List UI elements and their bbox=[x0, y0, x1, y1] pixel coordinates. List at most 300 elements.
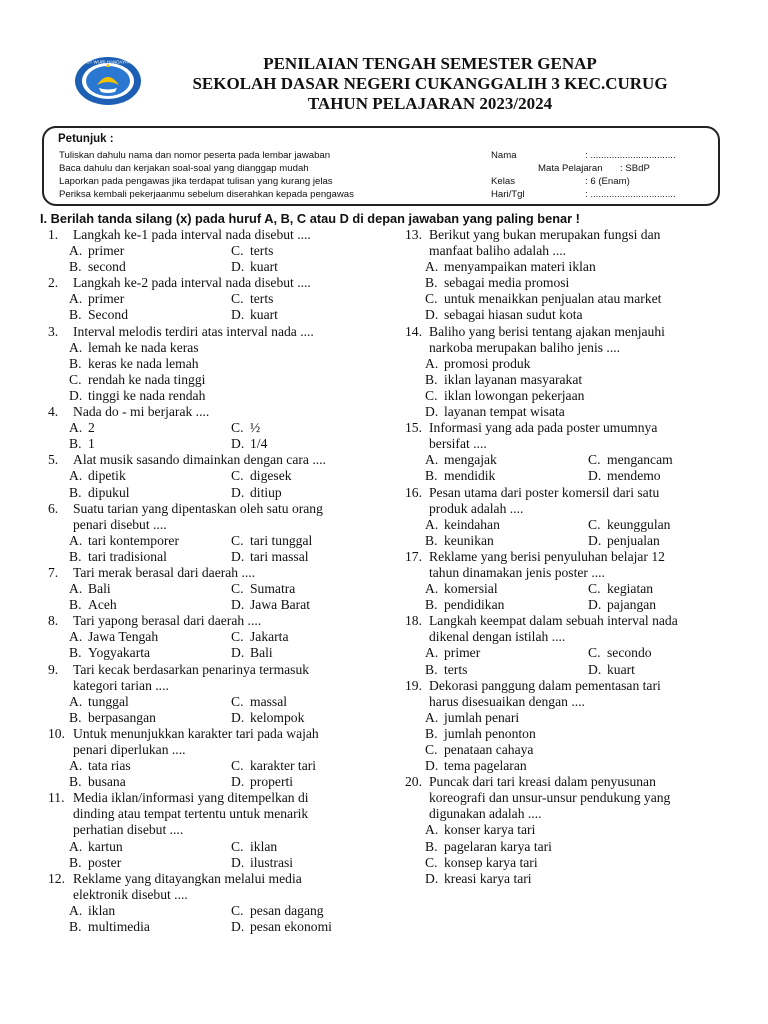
option-text: jumlah penari bbox=[444, 709, 520, 725]
field-label-mapel: Mata Pelajaran bbox=[538, 163, 603, 174]
option-letter: C. bbox=[588, 516, 601, 532]
question-line bbox=[405, 340, 721, 356]
option-row bbox=[405, 372, 721, 388]
question-line bbox=[48, 227, 366, 243]
option-row bbox=[48, 243, 366, 259]
answer-option[interactable] bbox=[69, 420, 231, 436]
option-letter: D. bbox=[231, 919, 245, 935]
answer-option[interactable] bbox=[425, 742, 533, 758]
question-line bbox=[405, 549, 721, 565]
question-line bbox=[405, 324, 721, 340]
option-letter: B. bbox=[425, 661, 438, 677]
option-text: mengancam bbox=[607, 452, 673, 468]
option-letter: D. bbox=[231, 484, 245, 500]
option-letter: C. bbox=[231, 902, 244, 918]
question-text: Tari kecak berdasarkan penarinya termasuk bbox=[73, 661, 310, 677]
answer-option[interactable] bbox=[231, 307, 278, 323]
option-text: sebagai hiasan sudut kota bbox=[444, 307, 583, 323]
question-item bbox=[48, 613, 366, 661]
exam-title: PENILAIAN TENGAH SEMESTER GENAP bbox=[263, 54, 597, 73]
option-row bbox=[405, 452, 721, 468]
question-number bbox=[405, 694, 429, 710]
question-item bbox=[48, 275, 366, 323]
answer-option[interactable] bbox=[69, 388, 205, 404]
question-item bbox=[48, 452, 366, 500]
question-line bbox=[405, 613, 721, 629]
option-text: karakter tari bbox=[250, 758, 317, 774]
question-text: Media iklan/informasi yang ditempelkan di bbox=[73, 790, 309, 806]
answer-option[interactable] bbox=[231, 485, 282, 501]
option-text: kuart bbox=[250, 259, 278, 275]
option-text: iklan bbox=[250, 838, 278, 854]
question-text: Interval melodis terdiri atas interval nada .... bbox=[73, 323, 314, 339]
option-text: lemah ke nada keras bbox=[88, 339, 199, 355]
answer-option[interactable] bbox=[425, 871, 532, 887]
question-line bbox=[48, 613, 366, 629]
answer-option[interactable] bbox=[588, 452, 673, 468]
instruction-item: Periksa kembali pekerjaanmu sebelum diserahkan kepada pengawas bbox=[59, 189, 354, 200]
answer-option[interactable] bbox=[425, 758, 527, 774]
answer-option[interactable] bbox=[69, 356, 199, 372]
option-letter: C. bbox=[231, 838, 244, 854]
option-row bbox=[405, 307, 721, 323]
instructions-box bbox=[42, 126, 720, 206]
answer-option[interactable] bbox=[231, 839, 277, 855]
answer-option[interactable] bbox=[588, 517, 670, 533]
option-text: tema pagelaran bbox=[444, 758, 527, 774]
option-text: menyampaikan materi iklan bbox=[444, 259, 596, 275]
option-text: 1/4 bbox=[250, 436, 268, 452]
option-text: digesek bbox=[250, 468, 292, 484]
option-text: Aceh bbox=[88, 597, 117, 613]
option-text: keindahan bbox=[444, 516, 500, 532]
option-row bbox=[405, 581, 721, 597]
answer-option[interactable] bbox=[69, 581, 231, 597]
question-number bbox=[405, 790, 429, 806]
question-number: 3. bbox=[48, 323, 59, 339]
answer-option[interactable] bbox=[69, 243, 231, 259]
option-text: primer bbox=[444, 645, 481, 661]
question-item bbox=[48, 662, 366, 726]
question-line bbox=[48, 678, 366, 694]
question-number bbox=[405, 243, 429, 259]
answer-option[interactable] bbox=[69, 694, 231, 710]
question-line bbox=[405, 774, 721, 790]
answer-option[interactable] bbox=[69, 903, 231, 919]
question-line bbox=[48, 452, 366, 468]
answer-option[interactable] bbox=[231, 259, 278, 275]
option-letter: D. bbox=[231, 307, 245, 323]
option-text: sebagai media promosi bbox=[444, 275, 570, 291]
option-letter: B. bbox=[425, 532, 438, 548]
answer-option[interactable] bbox=[425, 822, 535, 838]
option-row bbox=[405, 404, 721, 420]
option-letter: C. bbox=[425, 291, 438, 307]
question-text: Tari merak berasal dari daerah .... bbox=[73, 564, 256, 580]
answer-option[interactable] bbox=[425, 388, 584, 404]
answer-option[interactable] bbox=[588, 468, 661, 484]
question-line bbox=[405, 806, 721, 822]
answer-option[interactable] bbox=[69, 468, 231, 484]
option-row bbox=[48, 710, 366, 726]
option-letter: B. bbox=[69, 436, 82, 452]
option-text: second bbox=[88, 259, 126, 275]
option-letter: D. bbox=[425, 758, 439, 774]
option-letter: D. bbox=[425, 307, 439, 323]
option-text: primer bbox=[88, 243, 125, 259]
option-text: konsep karya tari bbox=[444, 854, 538, 870]
option-row bbox=[48, 629, 366, 645]
question-text: Langkah ke-1 pada interval nada disebut .... bbox=[73, 227, 311, 242]
answer-option[interactable] bbox=[425, 356, 530, 372]
option-text: iklan layanan masyarakat bbox=[444, 371, 583, 387]
answer-option[interactable] bbox=[231, 903, 324, 919]
option-row bbox=[405, 726, 721, 742]
question-text: Berikut yang bukan merupakan fungsi dan bbox=[429, 227, 661, 242]
answer-option[interactable] bbox=[425, 452, 588, 468]
answer-option[interactable] bbox=[69, 436, 231, 452]
option-row bbox=[48, 340, 366, 356]
field-label-kelas: Kelas bbox=[491, 176, 515, 187]
option-row bbox=[48, 694, 366, 710]
answer-option[interactable] bbox=[425, 839, 552, 855]
answer-option[interactable] bbox=[69, 629, 231, 645]
option-row bbox=[405, 388, 721, 404]
option-letter: C. bbox=[69, 371, 82, 387]
question-number: 6. bbox=[48, 500, 59, 516]
answer-option[interactable] bbox=[231, 645, 273, 661]
option-text: promosi produk bbox=[444, 355, 531, 371]
option-letter: C. bbox=[425, 742, 438, 757]
answer-option[interactable] bbox=[231, 597, 310, 613]
answer-option[interactable] bbox=[69, 758, 231, 774]
option-letter: A. bbox=[425, 452, 439, 468]
option-row bbox=[405, 275, 721, 291]
questions-left-column bbox=[48, 227, 366, 935]
option-text: properti bbox=[250, 774, 294, 790]
option-row bbox=[48, 919, 366, 935]
answer-option[interactable] bbox=[231, 243, 273, 259]
question-line bbox=[48, 822, 366, 838]
option-text: berpasangan bbox=[88, 709, 156, 725]
question-number: 8. bbox=[48, 613, 59, 629]
questions-right-column bbox=[405, 227, 721, 887]
answer-option[interactable] bbox=[425, 468, 588, 484]
question-text: penari disebut .... bbox=[73, 516, 167, 532]
question-line bbox=[48, 790, 366, 806]
question-number bbox=[405, 436, 429, 452]
option-row bbox=[405, 291, 721, 307]
option-letter: C. bbox=[588, 581, 601, 597]
option-letter: D. bbox=[588, 532, 602, 548]
option-text: pajangan bbox=[607, 597, 657, 613]
option-letter: A. bbox=[69, 838, 83, 854]
answer-option[interactable] bbox=[69, 549, 231, 565]
option-letter: A. bbox=[69, 291, 83, 307]
answer-option[interactable] bbox=[231, 855, 293, 871]
answer-option[interactable] bbox=[69, 919, 231, 935]
option-text: komersial bbox=[444, 581, 498, 597]
answer-option[interactable] bbox=[588, 662, 635, 678]
option-text: Jakarta bbox=[250, 629, 289, 645]
option-letter: B. bbox=[69, 645, 82, 661]
option-text: iklan bbox=[88, 902, 116, 918]
question-item bbox=[405, 678, 721, 775]
question-number: 4. bbox=[48, 404, 59, 420]
option-text: mendidik bbox=[444, 468, 496, 484]
question-item bbox=[48, 565, 366, 613]
option-text: penataan cahaya bbox=[444, 742, 534, 757]
answer-option[interactable] bbox=[425, 404, 565, 420]
option-letter: C. bbox=[231, 243, 244, 259]
question-text: tahun dinamakan jenis poster .... bbox=[429, 564, 605, 580]
answer-option[interactable] bbox=[231, 468, 292, 484]
option-row bbox=[48, 468, 366, 484]
option-letter: B. bbox=[69, 548, 82, 564]
answer-option[interactable] bbox=[588, 581, 653, 597]
instruction-item: Tuliskan dahulu nama dan nomor peserta pada lembar jawaban bbox=[59, 150, 331, 161]
question-item bbox=[48, 501, 366, 565]
question-line bbox=[405, 436, 721, 452]
option-text: kartun bbox=[88, 838, 123, 854]
question-text: digunakan adalah .... bbox=[429, 806, 542, 822]
option-text: ilustrasi bbox=[250, 854, 294, 870]
answer-option[interactable] bbox=[425, 533, 588, 549]
option-letter: B. bbox=[69, 774, 82, 790]
option-text: kuart bbox=[250, 307, 278, 323]
question-item bbox=[405, 613, 721, 677]
question-text: Dekorasi panggung dalam pementasan tari bbox=[429, 677, 661, 693]
academic-year: TAHUN PELAJARAN 2023/2024 bbox=[307, 94, 553, 113]
option-row bbox=[405, 468, 721, 484]
option-letter: B. bbox=[69, 709, 82, 725]
answer-option[interactable] bbox=[425, 259, 596, 275]
option-text: Yogyakarta bbox=[88, 645, 151, 661]
question-line bbox=[48, 662, 366, 678]
option-text: layanan tempat wisata bbox=[444, 404, 565, 420]
instruction-item: Baca dahulu dan kerjakan soal-soal yang dianggap mudah bbox=[59, 163, 309, 174]
option-text: keras ke nada lemah bbox=[88, 355, 199, 371]
option-row bbox=[405, 822, 721, 838]
question-text: elektronik disebut .... bbox=[73, 886, 188, 902]
answer-option[interactable] bbox=[69, 597, 231, 613]
option-letter: A. bbox=[425, 581, 439, 597]
answer-option[interactable] bbox=[425, 581, 588, 597]
answer-option[interactable] bbox=[69, 839, 231, 855]
answer-option[interactable] bbox=[69, 340, 199, 356]
option-text: kelompok bbox=[250, 709, 305, 725]
option-row bbox=[48, 356, 366, 372]
answer-option[interactable] bbox=[231, 291, 273, 307]
option-letter: A. bbox=[425, 645, 439, 661]
option-text: pesan dagang bbox=[250, 902, 324, 918]
option-text: konser karya tari bbox=[444, 822, 536, 838]
answer-option[interactable] bbox=[231, 629, 289, 645]
answer-option[interactable] bbox=[425, 662, 588, 678]
answer-option[interactable] bbox=[69, 485, 231, 501]
answer-option[interactable] bbox=[425, 517, 588, 533]
question-line bbox=[48, 871, 366, 887]
answer-option[interactable] bbox=[69, 710, 231, 726]
answer-option[interactable] bbox=[588, 645, 652, 661]
question-number bbox=[405, 340, 429, 356]
option-row bbox=[48, 839, 366, 855]
question-number: 19. bbox=[405, 677, 422, 693]
field-label-hari: Hari/Tgl bbox=[491, 189, 525, 200]
option-text: Jawa Barat bbox=[250, 597, 311, 613]
option-letter: B. bbox=[425, 838, 438, 854]
question-text: Baliho yang berisi tentang ajakan menjauhi bbox=[429, 323, 665, 339]
option-letter: A. bbox=[425, 355, 439, 371]
answer-option[interactable] bbox=[69, 774, 231, 790]
question-text: Puncak dari tari kreasi dalam penyusunan bbox=[429, 774, 656, 790]
answer-option[interactable] bbox=[231, 533, 312, 549]
section-title: I. Berilah tanda silang (x) pada huruf A, B, C atau D di depan jawaban yang paling benar ! bbox=[40, 211, 580, 226]
question-number bbox=[405, 806, 429, 822]
option-text: tari massal bbox=[250, 548, 309, 564]
option-row bbox=[405, 597, 721, 613]
option-row bbox=[48, 485, 366, 501]
option-row bbox=[48, 259, 366, 275]
answer-option[interactable] bbox=[425, 372, 582, 388]
question-item bbox=[405, 324, 721, 421]
option-letter: A. bbox=[69, 339, 83, 355]
answer-option[interactable] bbox=[425, 645, 588, 661]
question-text: Alat musik sasando dimainkan dengan cara .... bbox=[73, 452, 326, 468]
option-letter: C. bbox=[588, 452, 601, 468]
option-text: tinggi ke nada rendah bbox=[88, 387, 206, 403]
answer-option[interactable] bbox=[69, 645, 231, 661]
answer-option[interactable] bbox=[231, 774, 293, 790]
answer-option[interactable] bbox=[69, 372, 205, 388]
question-line bbox=[48, 806, 366, 822]
answer-option[interactable] bbox=[425, 855, 538, 871]
answer-option[interactable] bbox=[425, 710, 519, 726]
answer-option[interactable] bbox=[425, 307, 583, 323]
answer-option[interactable] bbox=[69, 259, 231, 275]
question-text: harus disesuaikan dengan .... bbox=[429, 693, 585, 709]
question-line bbox=[48, 501, 366, 517]
option-letter: C. bbox=[588, 645, 601, 661]
answer-option[interactable] bbox=[425, 597, 588, 613]
question-item bbox=[405, 227, 721, 324]
option-letter: D. bbox=[588, 597, 602, 613]
option-text: iklan lowongan pekerjaan bbox=[444, 387, 585, 403]
option-text: poster bbox=[88, 854, 122, 870]
option-text: 2 bbox=[88, 420, 95, 436]
question-text: Nada do - mi berjarak .... bbox=[73, 404, 210, 420]
option-letter: D. bbox=[69, 387, 83, 403]
option-row bbox=[48, 420, 366, 436]
question-text: dikenal dengan istilah .... bbox=[429, 629, 566, 645]
answer-option[interactable] bbox=[588, 597, 656, 613]
tut-wuri-handayani-logo bbox=[73, 55, 143, 107]
option-text: multimedia bbox=[88, 919, 150, 935]
option-letter: D. bbox=[231, 259, 245, 275]
option-text: terts bbox=[250, 243, 274, 259]
option-letter: B. bbox=[69, 259, 82, 275]
question-item bbox=[48, 227, 366, 275]
question-number: 15. bbox=[405, 420, 422, 436]
answer-option[interactable] bbox=[231, 581, 295, 597]
option-text: busana bbox=[88, 774, 126, 790]
answer-option[interactable] bbox=[231, 694, 287, 710]
answer-option[interactable] bbox=[69, 533, 231, 549]
option-letter: D. bbox=[231, 597, 245, 613]
answer-option[interactable] bbox=[231, 919, 332, 935]
option-letter: D. bbox=[231, 709, 245, 725]
option-text: jumlah penonton bbox=[444, 725, 536, 741]
option-row bbox=[48, 855, 366, 871]
question-number bbox=[48, 887, 73, 903]
option-letter: D. bbox=[231, 854, 245, 870]
option-text: tunggal bbox=[88, 693, 129, 709]
answer-option[interactable] bbox=[69, 855, 231, 871]
question-number: 7. bbox=[48, 564, 59, 580]
option-row bbox=[405, 517, 721, 533]
answer-option[interactable] bbox=[69, 307, 231, 323]
question-number: 9. bbox=[48, 661, 59, 677]
option-row bbox=[405, 855, 721, 871]
option-text: penjualan bbox=[607, 532, 660, 548]
answer-option[interactable] bbox=[588, 533, 660, 549]
answer-option[interactable] bbox=[425, 275, 569, 291]
answer-option[interactable] bbox=[69, 291, 231, 307]
answer-option[interactable] bbox=[231, 549, 309, 565]
question-item bbox=[48, 726, 366, 790]
answer-option[interactable] bbox=[231, 758, 316, 774]
answer-option[interactable] bbox=[231, 710, 304, 726]
question-number: 2. bbox=[48, 275, 59, 291]
answer-option[interactable] bbox=[425, 726, 536, 742]
answer-option[interactable] bbox=[425, 291, 661, 307]
question-line bbox=[48, 324, 366, 340]
question-item bbox=[405, 774, 721, 887]
option-text: tata rias bbox=[88, 758, 131, 774]
question-number bbox=[48, 742, 73, 758]
instruction-item: Laporkan pada pengawas jika terdapat tulisan yang kurang jelas bbox=[59, 176, 333, 187]
question-number: 12. bbox=[48, 870, 65, 886]
question-item bbox=[48, 871, 366, 935]
option-row bbox=[405, 356, 721, 372]
question-text: bersifat .... bbox=[429, 436, 487, 452]
option-text: dipukul bbox=[88, 484, 130, 500]
question-text: Tari yapong berasal dari daerah .... bbox=[73, 613, 262, 629]
option-letter: C. bbox=[231, 629, 244, 645]
field-value-kelas: : 6 (Enam) bbox=[585, 176, 630, 187]
option-text: pesan ekonomi bbox=[250, 919, 332, 935]
question-text: Untuk menunjukkan karakter tari pada wajah bbox=[73, 725, 319, 741]
question-line bbox=[405, 790, 721, 806]
option-letter: C. bbox=[425, 387, 438, 403]
question-line bbox=[48, 726, 366, 742]
option-letter: C. bbox=[231, 693, 244, 709]
option-text: dipetik bbox=[88, 468, 126, 484]
instructions-title: Petunjuk : bbox=[58, 133, 114, 145]
option-letter: A. bbox=[425, 822, 439, 838]
option-letter: A. bbox=[69, 420, 83, 436]
question-text: produk adalah .... bbox=[429, 500, 524, 516]
option-text: mendemo bbox=[607, 468, 661, 484]
question-number bbox=[48, 822, 73, 838]
question-line bbox=[405, 420, 721, 436]
answer-option[interactable] bbox=[231, 420, 260, 436]
school-name: SEKOLAH DASAR NEGERI CUKANGGALIH 3 KEC.CURUG bbox=[192, 74, 668, 93]
question-number: 1. bbox=[48, 227, 59, 242]
question-text: Reklame yang ditayangkan melalui media bbox=[73, 870, 302, 886]
option-row bbox=[48, 774, 366, 790]
answer-option[interactable] bbox=[231, 436, 267, 452]
